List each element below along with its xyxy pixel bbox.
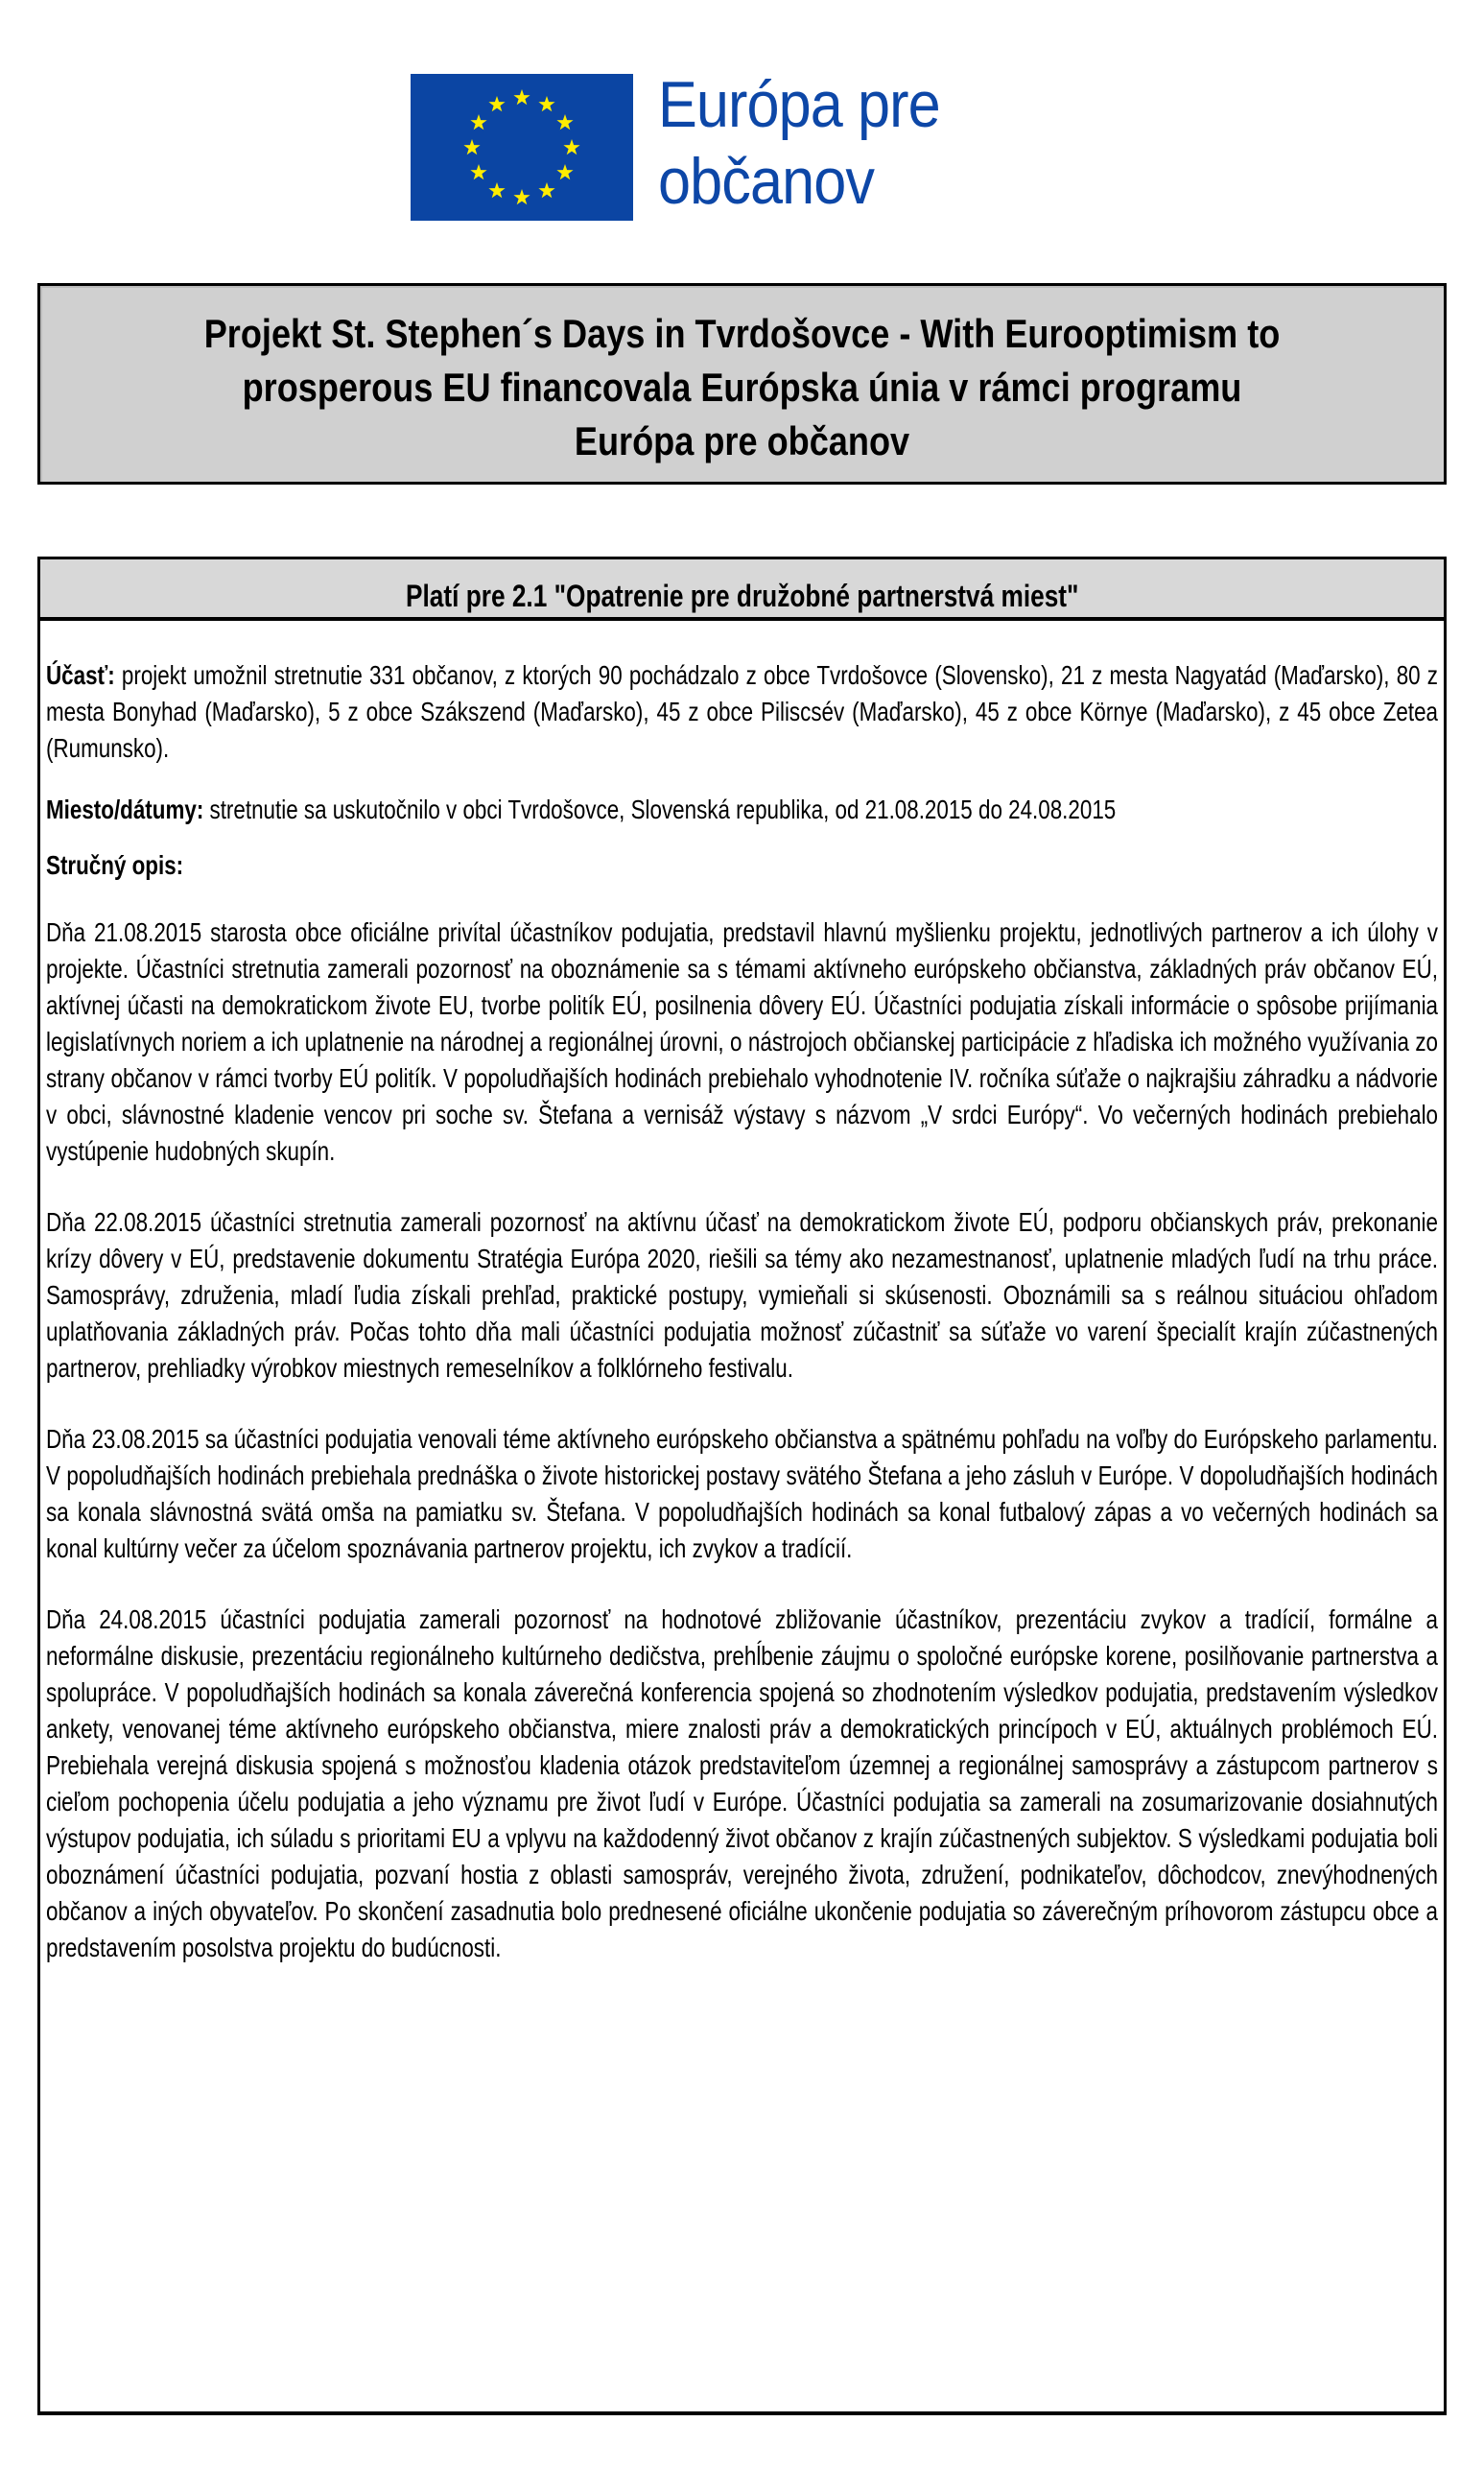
day1-paragraph: Dňa 21.08.2015 starosta obce oficiálne privítal účastníkov podujatia, predstavil hlavnú myšlienku projektu, jednotlivých partnerov a ich úlohy v projekte. Účastníci stretnutia zamerali pozornosť na oboznámenie sa s témami aktívneho európskeho občianstva, základných práv občanov EÚ, aktívnej účasti na demokratickom živote EU, tvorbe politík EÚ, posilnenia dôvery EÚ. Účastníci podujatia získali informácie o spôsobe prijímania legislatívnych noriem a ich uplatnenie na národnej a regionálnej úrovni, o nástrojoch občianskej participácie z hľadiska ich možného využívania zo strany občanov v rámci tvorby EÚ politík. V popoludňajších hodinách prebiehalo vyhodnotenie IV. ročníka súťaže o najkrajšiu záhradku a nádvorie v obci, slávnostné kladenie vencov pri soche sv. Štefana a vernisáž výstavy s názvom „V srdci Európy“. Vo večerných hodinách prebiehalo vystúpenie hudobných skupín. bbox=[46, 917, 1438, 1166]
logo-text bbox=[658, 66, 940, 220]
participation-text: projekt umožnil stretnutie 331 občanov, z ktorých 90 pochádzalo z obce Tvrdošovce (Slovensko), 21 z mesta Nagyatád (Maďarsko), 80 z mesta Bonyhad (Maďarsko), 5 z obce Szákszend (Maďarsko), 45 z obce Piliscsév (Maďarsko), 45 z obce Környe (Maďarsko), z 45 obce Zetea (Rumunsko). bbox=[46, 660, 1438, 763]
section-header-text: Platí pre 2.1 "Opatrenie pre družobné partnerstvá miest" bbox=[405, 579, 1079, 613]
section-header bbox=[40, 559, 1444, 621]
logo-text-line1: Európa pre bbox=[658, 68, 940, 141]
project-details-box bbox=[37, 557, 1447, 2415]
project-title-box bbox=[37, 283, 1447, 485]
short-description-label: Stručný opis: bbox=[46, 850, 184, 880]
place-dates-label: Miesto/dátumy: bbox=[46, 795, 204, 824]
day4-paragraph: Dňa 24.08.2015 účastníci podujatia zamerali pozornosť na hodnotové zbližovanie účastníkov, prezentáciu zvykov a tradícií, formálne a neformálne diskusie, prezentáciu regionálneho kultúrneho dedičstva, prehĺbenie záujmu o spoločné európske korene, posilňovanie partnerstva a spolupráce. V popoludňajších hodinách sa konala záverečná konferencia spojená so zhodnotením výsledkov podujatia, predstavením výsledkov ankety, venovanej téme aktívneho európskeho občianstva, miere znalosti práv a demokratických princípoch v EÚ, aktuálnych problémoch EÚ. Prebiehala verejná diskusia spojená s možnosťou kladenia otázok predstaviteľom územnej a regionálnej samosprávy a zástupcom partnerov s cieľom pochopenia účelu podujatia a jeho významu pre život ľudí v Európe. Účastníci podujatia sa zamerali na zosumarizovanie dosiahnutých výstupov podujatia, ich súladu s prioritami EU a vplyvu na každodenný život občanov z krajín zúčastnených subjektov. S výsledkami podujatia boli oboznámení účastníci podujatia, pozvaní hostia z oblasti samospráv, verejného života, združení, podnikateľov, dôchodcov, znevýhodnených občanov a iných obyvateľov. Po skončení zasadnutia bolo prednesené oficiálne ukončenie podujatia so záverečným príhovorom zástupcu obce a predstavením posolstva projektu do budúcnosti. bbox=[46, 1604, 1438, 1962]
section-body bbox=[40, 621, 1444, 1966]
project-title-line3: Európa pre občanov bbox=[574, 418, 910, 463]
place-dates-paragraph bbox=[46, 792, 1438, 828]
project-title bbox=[138, 307, 1345, 468]
place-dates-text: stretnutie sa uskutočnilo v obci Tvrdošovce, Slovenská republika, od 21.08.2015 do 24.08.2015 bbox=[203, 795, 1117, 824]
eu-flag-icon bbox=[411, 74, 633, 221]
europa-pre-obcanov-logo bbox=[411, 68, 986, 227]
logo-text-line2: občanov bbox=[658, 145, 875, 218]
participation-label: Účasť: bbox=[46, 660, 115, 690]
day3-paragraph: Dňa 23.08.2015 sa účastníci podujatia venovali téme aktívneho európskeho občianstva a spätnému pohľadu na voľby do Európskeho parlamentu. V popoludňajších hodinách prebiehala prednáška o živote historickej postavy svätého Štefana a jeho zásluh v Európe. V dopoludňajších hodinách sa konala slávnostná svätá omša na pamiatku sv. Štefana. V popoludňajších hodinách sa konal futbalový zápas a vo večerných hodinách sa konal kultúrny večer za účelom spoznávania partnerov projektu, ich zvykov a tradícií. bbox=[46, 1424, 1438, 1563]
participation-paragraph bbox=[46, 657, 1438, 767]
short-description-heading bbox=[46, 847, 1438, 884]
day2-paragraph: Dňa 22.08.2015 účastníci stretnutia zamerali pozornosť na aktívnu účasť na demokratickom živote EÚ, podporu občianskych práv, prekonanie krízy dôvery v EÚ, predstavenie dokumentu Stratégia Európa 2020, riešili sa témy ako nezamestnanosť, uplatnenie mladých ľudí na trhu práce. Samosprávy, združenia, mladí ľudia získali prehľad, praktické postupy, vymieňali si skúsenosti. Oboznámili sa s reálnou situáciou ohľadom uplatňovania základných práv. Počas tohto dňa mali účastníci podujatia možnosť zúčastniť sa súťaže vo varení špecialít krajín zúčastnených partnerov, prehliadky výrobkov miestnych remeselníkov a folklórneho festivalu. bbox=[46, 1207, 1438, 1383]
project-title-line1: Projekt St. Stephen´s Days in Tvrdošovce - With Eurooptimism to bbox=[203, 311, 1281, 356]
project-title-line2: prosperous EU financovala Európska únia v rámci programu bbox=[242, 365, 1242, 410]
